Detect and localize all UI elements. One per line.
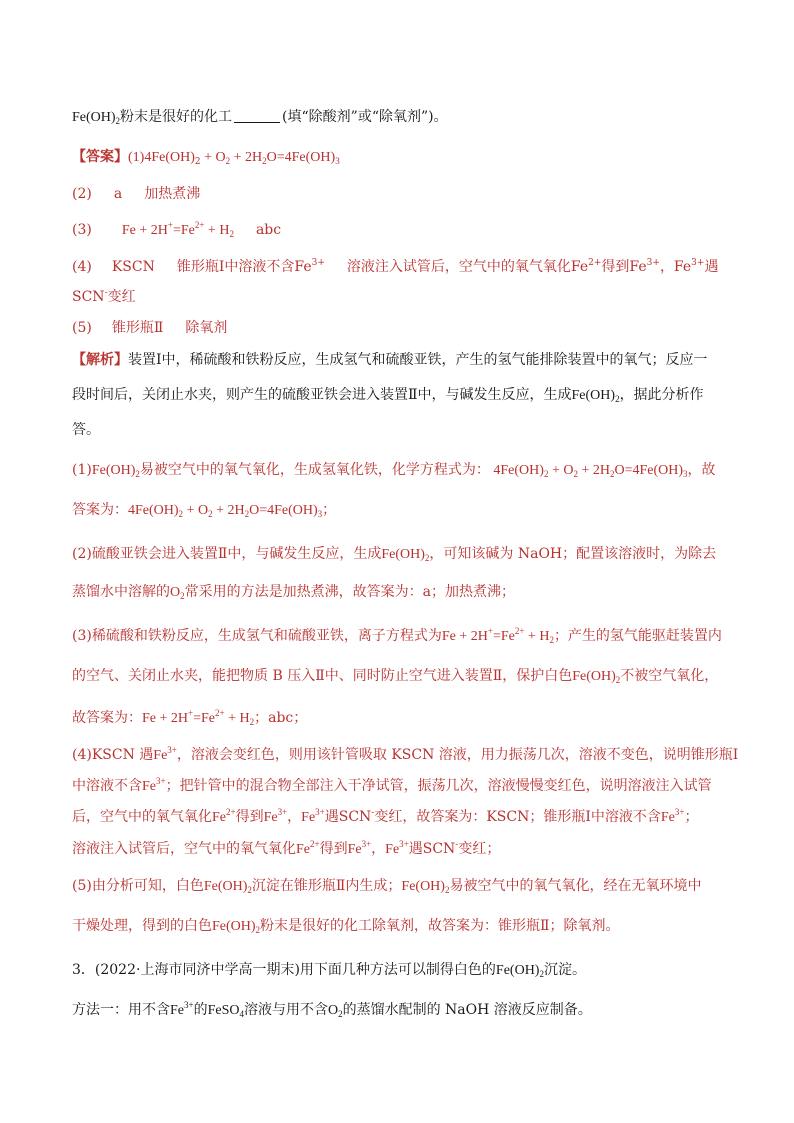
answer-label: 【答案】	[72, 149, 128, 165]
analysis-p5-text3b: 得到	[235, 809, 264, 825]
intro-text: 粉末是很好的化工	[120, 109, 233, 125]
analysis-p4-text2b: 不被空气氧化，	[620, 668, 719, 684]
analysis-p5-text4: 溶液注入试管后，空气中的氧气氧化	[72, 841, 296, 857]
analysis-p5-text3c: ，	[287, 809, 302, 825]
answer-4-c4: 遇	[704, 259, 719, 275]
analysis-p2-l1: $(1)Fe(OH)_2$易被空气中的氧气氧化，生成氢氧化铁，化学方程式为： $4Fe(OH)_2 + O_2 + 2H_2O=4Fe(OH)_3$，故	[72, 462, 716, 479]
analysis-p4-answer: 故答案为：	[72, 710, 142, 726]
analysis-p5-text3f: ；	[684, 809, 699, 825]
answer-4-scn: SCN	[72, 289, 105, 305]
answer-1: 【答案】$(1)4Fe(OH)_2 + O_2 + 2H_2O=4Fe(OH)_3$	[72, 149, 340, 167]
answer-5-b: 除氧剂	[185, 320, 228, 336]
analysis-p5-l4: 溶液注入试管后，空气中的氧气氧化$Fe^{2+}$得到$Fe^{3+}$，$Fe^{3+}$遇SCN-变红；	[72, 839, 501, 857]
analysis-label: 【解析】	[72, 352, 128, 368]
analysis-p3-text1b: ，可知该碱为 NaOH；配置该溶液时，为除去	[429, 546, 717, 562]
answer-2-a: a	[113, 186, 123, 202]
analysis-p2-text: 易被空气中的氧气氧化，生成氢氧化铁，化学方程式为：	[139, 462, 490, 478]
analysis-p5-text3d: 遇SCN	[324, 809, 372, 825]
method-one-text: 方法一：用不含	[72, 1002, 170, 1018]
analysis-p4-text1: (3)稀硫酸和铁粉反应，生成氢气和硫酸亚铁，离子方程式为	[72, 628, 442, 644]
question-3-text1b: 沉淀。	[543, 962, 586, 978]
analysis-p3-text1: (2)硫酸亚铁会进入装置Ⅱ中，与碱发生反应，生成	[72, 546, 382, 562]
analysis-p4-text1b: ；产生的氢气能驱赶装置内	[553, 628, 722, 644]
analysis-p2-l2: 答案为：$4Fe(OH)_2 + O_2 + 2H_2O=4Fe(OH)_3$；	[72, 502, 337, 519]
question-3-l2: 方法一：用不含$Fe^{3+}$的FeSO$_4$溶液与用不含$O_2$的蒸馏水配制的 NaOH 溶液反应制备。	[72, 1000, 592, 1019]
analysis-p2-no: (1)	[72, 462, 92, 478]
analysis-p3-text2: 蒸馏水中溶解的	[72, 584, 170, 600]
analysis-p5-text4d: 遇SCN	[408, 841, 456, 857]
analysis-p6-l2: 干燥处理，得到的白色$Fe(OH)_2$粉末是很好的化工除氧剂，故答案为：锥形瓶Ⅱ；除氧剂。	[72, 918, 620, 935]
analysis-p5-text1: (4)KSCN 遇	[72, 747, 154, 763]
analysis-p6-text1: (5)由分析可知，白色	[72, 878, 204, 894]
analysis-p2-answer: 答案为：	[72, 502, 128, 518]
analysis-p1-l3	[72, 420, 732, 440]
analysis-p6-text2: 干燥处理，得到的白色	[72, 918, 212, 934]
analysis-p5-text1b: ，溶液会变红色，则用该针管吸取 KSCN 溶液，用力振荡几次，溶液不变色，说明锥形瓶Ⅰ	[176, 747, 739, 763]
method-one-text-c: 溶液与用不含	[243, 1002, 328, 1018]
analysis-p5-l1: (4)KSCN 遇$Fe^{3+}$，溶液会变红色，则用该针管吸取 KSCN 溶液，用力振荡几次，溶液不变色，说明锥形瓶Ⅰ	[72, 745, 739, 763]
analysis-p1-text3: 答。	[72, 422, 100, 438]
analysis-p6-text1b: 沉淀在锥形瓶Ⅱ内生成；	[251, 878, 402, 894]
analysis-p4-text2: 的空气、关闭止水夹，能把物质 B 压入Ⅱ中、同时防止空气进入装置Ⅱ，保护白色	[72, 668, 573, 684]
analysis-p6-text1c: 易被空气中的氧气氧化，经在无氧环境中	[449, 878, 702, 894]
analysis-p5-text4c: ，	[371, 841, 386, 857]
analysis-p4-l2: 的空气、关闭止水夹，能把物质 B 压入Ⅱ中、同时防止空气进入装置Ⅱ，保护白色$Fe(OH)_2$不被空气氧化，	[72, 668, 719, 685]
answer-3-abc: abc	[255, 222, 282, 238]
answer-3-no: (3)	[72, 222, 92, 238]
analysis-p5-text2b: ；把针管中的混合物全部注入干净试管，振荡几次，溶液慢慢变红色，说明溶液注入试管	[165, 778, 712, 794]
intro-tail: (填“除酸剂”或“除氧剂”)。	[282, 109, 448, 125]
answer-4-b: 锥形瓶Ⅰ中溶液不含Fe	[176, 259, 312, 275]
answer-4-no: (4)	[72, 259, 92, 275]
analysis-p6-text2b: 粉末是很好的化工除氧剂，故答案为：锥形瓶Ⅱ；除氧剂。	[260, 918, 620, 934]
answer-1-eq: (1)4Fe(OH)	[128, 150, 195, 165]
analysis-p1-text2: 段时间后，关闭止水夹，则产生的硫酸亚铁会进入装置Ⅱ中，与碱发生反应，生成	[72, 387, 572, 403]
analysis-p5-l2: 中溶液不含$Fe^{3+}$；把针管中的混合物全部注入干净试管，振荡几次，溶液慢慢变红色，说明溶液注入试管	[72, 776, 712, 794]
question-3-l1: 3．(2022·上海市同济中学高一期末)用下面几种方法可以制得白色的$Fe(OH)_2$沉淀。	[72, 962, 586, 979]
analysis-p6-l1: (5)由分析可知，白色$Fe(OH)_2$沉淀在锥形瓶Ⅱ内生成；$Fe(OH)_2$易被空气中的氧气氧化，经在无氧环境中	[72, 878, 702, 895]
analysis-p5-text4e: 变红；	[458, 841, 501, 857]
analysis-p5-l3: 后，空气中的氧气氧化$Fe^{2+}$得到$Fe^{3+}$，$Fe^{3+}$遇SCN-变红，故答案为：KSCN；锥形瓶Ⅰ中溶液不含$Fe^{3+}$；	[72, 807, 699, 825]
analysis-p1-text1: 装置Ⅰ中，稀硫酸和铁粉反应，生成氢气和硫酸亚铁，产生的氢气能排除装置中的氧气；反应一	[128, 352, 708, 368]
answer-4-c: 溶液注入试管后，空气中的氧气氧化Fe	[346, 259, 589, 275]
fill-blank	[234, 108, 280, 123]
analysis-p4-l3: 故答案为：$Fe + 2H^+=Fe^{2+} + H_2$；abc；	[72, 708, 308, 727]
analysis-p2-tail: ，故	[687, 462, 716, 478]
answer-5-no: (5)	[72, 320, 92, 336]
analysis-p5-text3: 后，空气中的氧气氧化	[72, 809, 212, 825]
answer-4-kscn: KSCN	[111, 259, 155, 275]
question-3-text1: 3．(2022·上海市同济中学高一期末)用下面几种方法可以制得白色的	[72, 962, 496, 978]
answer-5	[72, 318, 732, 338]
answer-2-b: 加热煮沸	[144, 186, 201, 202]
answer-4-c2: 得到Fe	[601, 259, 647, 275]
answer-4-line2: SCN-变红	[72, 288, 136, 305]
answer-4: (4) KSCN 锥形瓶Ⅰ中溶液不含$Fe^{3+}$ 溶液注入试管后，空气中的氧气氧化$Fe^{2+}$得到$Fe^{3+}$，$Fe^{3+}$遇	[72, 258, 719, 275]
answer-4-turns-red: 变红	[107, 289, 136, 305]
intro-line: $Fe(OH)_2$粉末是很好的化工 (填“除酸剂”或“除氧剂”)。	[72, 109, 448, 126]
analysis-p3-l1: (2)硫酸亚铁会进入装置Ⅱ中，与碱发生反应，生成$Fe(OH)_2$，可知该碱为 NaOH；配置该溶液时，为除去	[72, 546, 717, 563]
answer-3: (3) $Fe + 2H^+=Fe^{2+} + H_2$ abc	[72, 220, 282, 239]
analysis-p5-text2: 中溶液不含	[72, 778, 142, 794]
analysis-p4-answer-tail: ；abc；	[254, 710, 308, 726]
method-one-text-d: 的蒸馏水配制的 NaOH 溶液反应制备。	[342, 1002, 592, 1018]
analysis-p1-text2b: ，据此分析作	[619, 387, 704, 403]
analysis-p5-text4b: 得到	[319, 841, 348, 857]
answer-5-a: 锥形瓶Ⅱ	[111, 320, 164, 336]
analysis-p1-l2: 段时间后，关闭止水夹，则产生的硫酸亚铁会进入装置Ⅱ中，与碱发生反应，生成$Fe(OH)_2$，据此分析作	[72, 387, 704, 404]
analysis-p3-text2b: 常采用的方法是加热煮沸，故答案为：a；加热煮沸；	[184, 584, 515, 600]
answer-2	[72, 184, 732, 204]
analysis-p5-text3e: 变红，故答案为：KSCN；锥形瓶Ⅰ中溶液不含	[374, 809, 661, 825]
analysis-p4-l1: (3)稀硫酸和铁粉反应，生成氢气和硫酸亚铁，离子方程式为$Fe + 2H^+=Fe^{2+} + H_2$；产生的氢气能驱赶装置内	[72, 626, 722, 645]
analysis-p1-l1	[72, 350, 732, 370]
method-one-text-b: 的	[193, 1002, 208, 1018]
analysis-p3-l2: 蒸馏水中溶解的$O_2$常采用的方法是加热煮沸，故答案为：a；加热煮沸；	[72, 584, 515, 601]
answer-2-no: (2)	[72, 186, 92, 202]
answer-4-c3: ，Fe	[659, 259, 692, 275]
